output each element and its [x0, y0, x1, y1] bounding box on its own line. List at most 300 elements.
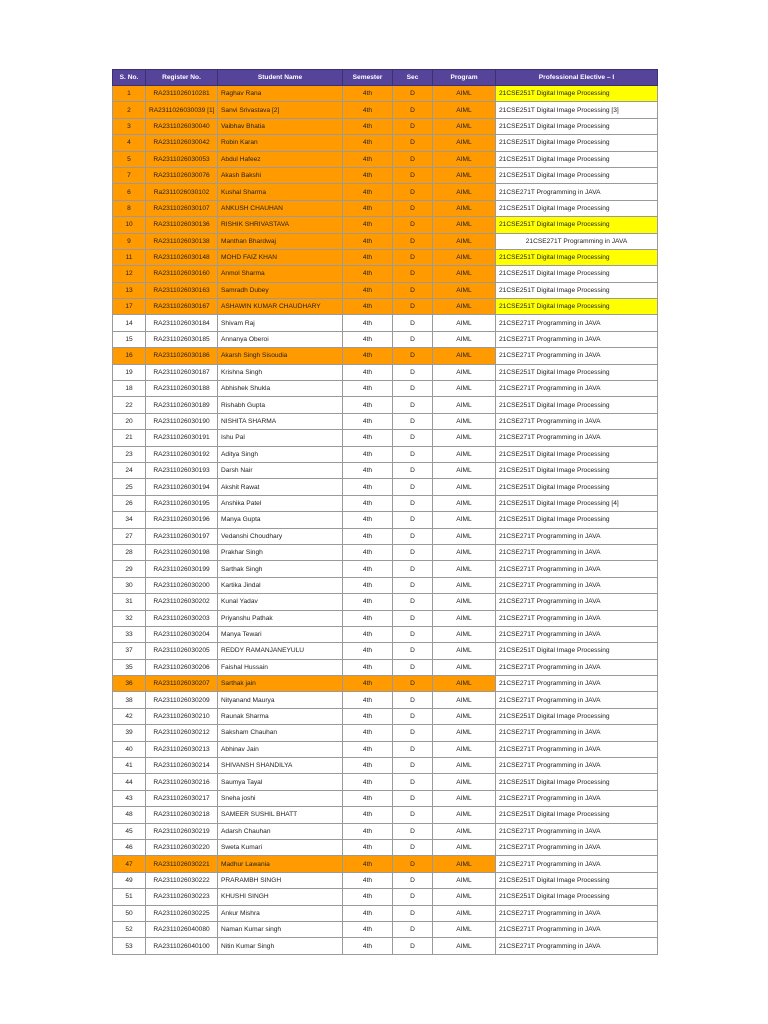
- cell-elective: 21CSE271T Programming in JAVA: [496, 348, 658, 364]
- cell-register-no: RA2311026030190: [146, 413, 218, 429]
- cell-elective: 21CSE271T Programming in JAVA: [496, 938, 658, 954]
- cell-program: AIML: [433, 741, 496, 757]
- cell-semester: 4th: [343, 889, 393, 905]
- table-row: [113, 659, 658, 675]
- cell-semester: 4th: [343, 282, 393, 298]
- cell-program: AIML: [433, 102, 496, 118]
- cell-student-name: PRARAMBH SINGH: [218, 872, 343, 888]
- cell-elective: 21CSE251T Digital Image Processing: [496, 118, 658, 134]
- cell-sno: 16: [113, 348, 146, 364]
- cell-semester: 4th: [343, 397, 393, 413]
- cell-elective: 21CSE271T Programming in JAVA: [496, 413, 658, 429]
- table-row: [113, 921, 658, 937]
- cell-sec: D: [393, 594, 433, 610]
- cell-elective: 21CSE271T Programming in JAVA: [496, 676, 658, 692]
- cell-elective: 21CSE271T Programming in JAVA: [496, 790, 658, 806]
- cell-sec: D: [393, 872, 433, 888]
- cell-student-name: Akarsh Singh Sisoudia: [218, 348, 343, 364]
- cell-student-name: Aditya Singh: [218, 446, 343, 462]
- cell-program: AIML: [433, 233, 496, 249]
- cell-elective: 21CSE251T Digital Image Processing: [496, 86, 658, 102]
- cell-student-name: Sanvi Srivastava [2]: [218, 102, 343, 118]
- cell-sec: D: [393, 921, 433, 937]
- cell-sec: D: [393, 299, 433, 315]
- cell-student-name: Saksham Chauhan: [218, 725, 343, 741]
- cell-semester: 4th: [343, 184, 393, 200]
- table-row: [113, 561, 658, 577]
- cell-semester: 4th: [343, 790, 393, 806]
- cell-register-no: RA2311026040080: [146, 921, 218, 937]
- table-row: [113, 823, 658, 839]
- cell-sno: 11: [113, 249, 146, 265]
- cell-student-name: Abhinav Jain: [218, 741, 343, 757]
- cell-sno: 33: [113, 626, 146, 642]
- cell-program: AIML: [433, 299, 496, 315]
- cell-student-name: SAMEER SUSHIL BHATT: [218, 807, 343, 823]
- cell-elective: 21CSE271T Programming in JAVA: [496, 856, 658, 872]
- cell-sno: 44: [113, 774, 146, 790]
- cell-sno: 1: [113, 86, 146, 102]
- table-row: [113, 348, 658, 364]
- cell-elective: 21CSE271T Programming in JAVA: [496, 659, 658, 675]
- cell-register-no: RA2311026030216: [146, 774, 218, 790]
- cell-elective: 21CSE251T Digital Image Processing: [496, 135, 658, 151]
- cell-student-name: Anshika Patel: [218, 495, 343, 511]
- cell-register-no: RA2311026030138: [146, 233, 218, 249]
- cell-student-name: REDDY RAMANJANEYULU: [218, 643, 343, 659]
- table-row: [113, 446, 658, 462]
- cell-sno: 43: [113, 790, 146, 806]
- cell-sno: 41: [113, 758, 146, 774]
- cell-elective: 21CSE271T Programming in JAVA: [496, 315, 658, 331]
- table-row: [113, 151, 658, 167]
- cell-register-no: RA2311026030189: [146, 397, 218, 413]
- cell-sec: D: [393, 118, 433, 134]
- cell-program: AIML: [433, 823, 496, 839]
- cell-sec: D: [393, 938, 433, 954]
- cell-sno: 10: [113, 217, 146, 233]
- cell-register-no: RA2311026030206: [146, 659, 218, 675]
- header-program: Program: [433, 70, 496, 86]
- table-row: [113, 200, 658, 216]
- cell-sno: 28: [113, 544, 146, 560]
- cell-sno: 47: [113, 856, 146, 872]
- cell-student-name: Akshit Rawat: [218, 479, 343, 495]
- table-row: [113, 413, 658, 429]
- header-register-no: Register No.: [146, 70, 218, 86]
- cell-elective: 21CSE251T Digital Image Processing: [496, 217, 658, 233]
- header-semester: Semester: [343, 70, 393, 86]
- cell-register-no: RA2311026030198: [146, 544, 218, 560]
- cell-sec: D: [393, 741, 433, 757]
- table-row: [113, 938, 658, 954]
- cell-sno: 9: [113, 233, 146, 249]
- cell-register-no: RA2311026030167: [146, 299, 218, 315]
- cell-semester: 4th: [343, 233, 393, 249]
- table-row: [113, 184, 658, 200]
- cell-student-name: Shivam Raj: [218, 315, 343, 331]
- header-sno: S. No.: [113, 70, 146, 86]
- table-row: [113, 167, 658, 183]
- cell-sno: 6: [113, 184, 146, 200]
- cell-elective: 21CSE251T Digital Image Processing: [496, 872, 658, 888]
- cell-sec: D: [393, 528, 433, 544]
- cell-sno: 29: [113, 561, 146, 577]
- table-row: [113, 266, 658, 282]
- cell-sno: 21: [113, 430, 146, 446]
- cell-student-name: Vaibhav Bhatia: [218, 118, 343, 134]
- cell-semester: 4th: [343, 266, 393, 282]
- cell-student-name: Anmol Sharma: [218, 266, 343, 282]
- table-row: [113, 610, 658, 626]
- student-elective-table: [112, 69, 658, 955]
- cell-register-no: RA2311026030213: [146, 741, 218, 757]
- cell-student-name: KHUSHI SINGH: [218, 889, 343, 905]
- cell-student-name: Nitin Kumar Singh: [218, 938, 343, 954]
- cell-student-name: Abhishek Shukla: [218, 381, 343, 397]
- cell-student-name: ASHAWIN KUMAR CHAUDHARY: [218, 299, 343, 315]
- table-row: [113, 544, 658, 560]
- table-row: [113, 430, 658, 446]
- table-row: [113, 807, 658, 823]
- cell-student-name: NISHITA SHARMA: [218, 413, 343, 429]
- cell-elective: 21CSE251T Digital Image Processing: [496, 200, 658, 216]
- cell-register-no: RA2311026030199: [146, 561, 218, 577]
- cell-sno: 49: [113, 872, 146, 888]
- cell-sno: 40: [113, 741, 146, 757]
- cell-sec: D: [393, 430, 433, 446]
- cell-student-name: Prakhar Singh: [218, 544, 343, 560]
- table-row: [113, 741, 658, 757]
- cell-student-name: Krishna Singh: [218, 364, 343, 380]
- cell-register-no: RA2311026030194: [146, 479, 218, 495]
- cell-semester: 4th: [343, 610, 393, 626]
- cell-register-no: RA2311026030186: [146, 348, 218, 364]
- cell-register-no: RA2311026030193: [146, 462, 218, 478]
- header-sec: Sec: [393, 70, 433, 86]
- cell-sec: D: [393, 364, 433, 380]
- table-row: [113, 889, 658, 905]
- cell-student-name: Kartika Jindal: [218, 577, 343, 593]
- table-row: [113, 364, 658, 380]
- cell-program: AIML: [433, 151, 496, 167]
- cell-elective: 21CSE271T Programming in JAVA: [496, 528, 658, 544]
- cell-semester: 4th: [343, 708, 393, 724]
- cell-program: AIML: [433, 889, 496, 905]
- cell-semester: 4th: [343, 544, 393, 560]
- cell-semester: 4th: [343, 299, 393, 315]
- table-row: [113, 315, 658, 331]
- cell-register-no: RA2311026030192: [146, 446, 218, 462]
- cell-sno: 23: [113, 446, 146, 462]
- cell-student-name: Kunal Yadav: [218, 594, 343, 610]
- cell-sno: 50: [113, 905, 146, 921]
- cell-program: AIML: [433, 938, 496, 954]
- cell-program: AIML: [433, 659, 496, 675]
- cell-program: AIML: [433, 118, 496, 134]
- cell-sno: 4: [113, 135, 146, 151]
- cell-semester: 4th: [343, 413, 393, 429]
- cell-sno: 39: [113, 725, 146, 741]
- cell-program: AIML: [433, 528, 496, 544]
- cell-elective: 21CSE251T Digital Image Processing: [496, 889, 658, 905]
- cell-semester: 4th: [343, 462, 393, 478]
- cell-register-no: RA2311026030222: [146, 872, 218, 888]
- cell-elective: 21CSE271T Programming in JAVA: [496, 594, 658, 610]
- header-student-name: Student Name: [218, 70, 343, 86]
- table-row: [113, 758, 658, 774]
- table-row: [113, 479, 658, 495]
- cell-program: AIML: [433, 725, 496, 741]
- cell-register-no: RA2311026030196: [146, 512, 218, 528]
- cell-sec: D: [393, 807, 433, 823]
- cell-register-no: RA2311026030223: [146, 889, 218, 905]
- cell-sec: D: [393, 233, 433, 249]
- cell-sec: D: [393, 200, 433, 216]
- cell-sec: D: [393, 249, 433, 265]
- cell-elective: 21CSE271T Programming in JAVA: [496, 233, 658, 249]
- cell-semester: 4th: [343, 758, 393, 774]
- cell-elective: 21CSE251T Digital Image Processing: [496, 462, 658, 478]
- cell-sec: D: [393, 217, 433, 233]
- cell-sno: 24: [113, 462, 146, 478]
- cell-register-no: RA2311026030188: [146, 381, 218, 397]
- cell-sno: 3: [113, 118, 146, 134]
- cell-sec: D: [393, 397, 433, 413]
- cell-semester: 4th: [343, 86, 393, 102]
- cell-elective: 21CSE251T Digital Image Processing: [496, 512, 658, 528]
- cell-register-no: RA2311026030107: [146, 200, 218, 216]
- cell-program: AIML: [433, 643, 496, 659]
- cell-program: AIML: [433, 167, 496, 183]
- table-row: [113, 299, 658, 315]
- cell-elective: 21CSE271T Programming in JAVA: [496, 725, 658, 741]
- table-row: [113, 462, 658, 478]
- cell-student-name: Annanya Oberoi: [218, 331, 343, 347]
- cell-program: AIML: [433, 676, 496, 692]
- cell-register-no: RA2311026030187: [146, 364, 218, 380]
- cell-elective: 21CSE251T Digital Image Processing: [496, 708, 658, 724]
- cell-program: AIML: [433, 413, 496, 429]
- header-professional-elective: Professional Elective – I: [496, 70, 658, 86]
- cell-program: AIML: [433, 839, 496, 855]
- cell-program: AIML: [433, 610, 496, 626]
- cell-semester: 4th: [343, 594, 393, 610]
- cell-elective: 21CSE251T Digital Image Processing: [496, 364, 658, 380]
- cell-sec: D: [393, 331, 433, 347]
- table-row: [113, 905, 658, 921]
- cell-semester: 4th: [343, 315, 393, 331]
- cell-register-no: RA2311026030202: [146, 594, 218, 610]
- cell-semester: 4th: [343, 102, 393, 118]
- cell-student-name: Akash Bakshi: [218, 167, 343, 183]
- cell-program: AIML: [433, 626, 496, 642]
- cell-register-no: RA2311026030039 [1]: [146, 102, 218, 118]
- cell-student-name: Naman Kumar singh: [218, 921, 343, 937]
- cell-semester: 4th: [343, 692, 393, 708]
- cell-sec: D: [393, 495, 433, 511]
- table-row: [113, 577, 658, 593]
- cell-sec: D: [393, 839, 433, 855]
- cell-program: AIML: [433, 135, 496, 151]
- cell-program: AIML: [433, 921, 496, 937]
- cell-semester: 4th: [343, 659, 393, 675]
- cell-elective: 21CSE271T Programming in JAVA: [496, 561, 658, 577]
- cell-student-name: Adarsh Chauhan: [218, 823, 343, 839]
- cell-program: AIML: [433, 430, 496, 446]
- cell-program: AIML: [433, 708, 496, 724]
- cell-sec: D: [393, 102, 433, 118]
- cell-sno: 45: [113, 823, 146, 839]
- cell-semester: 4th: [343, 807, 393, 823]
- cell-program: AIML: [433, 249, 496, 265]
- cell-sec: D: [393, 348, 433, 364]
- cell-program: AIML: [433, 577, 496, 593]
- cell-elective: 21CSE251T Digital Image Processing: [496, 151, 658, 167]
- cell-elective: 21CSE251T Digital Image Processing: [496, 282, 658, 298]
- cell-elective: 21CSE251T Digital Image Processing: [496, 397, 658, 413]
- cell-student-name: Ankur Mishra: [218, 905, 343, 921]
- cell-elective: 21CSE271T Programming in JAVA: [496, 331, 658, 347]
- table-row: [113, 790, 658, 806]
- cell-semester: 4th: [343, 249, 393, 265]
- table-row: [113, 774, 658, 790]
- cell-student-name: Robin Karan: [218, 135, 343, 151]
- cell-program: AIML: [433, 282, 496, 298]
- cell-sno: 15: [113, 331, 146, 347]
- table-row: [113, 381, 658, 397]
- cell-program: AIML: [433, 462, 496, 478]
- cell-semester: 4th: [343, 872, 393, 888]
- cell-program: AIML: [433, 807, 496, 823]
- cell-elective: 21CSE251T Digital Image Processing: [496, 774, 658, 790]
- cell-sec: D: [393, 905, 433, 921]
- cell-elective: 21CSE251T Digital Image Processing [4]: [496, 495, 658, 511]
- cell-semester: 4th: [343, 217, 393, 233]
- cell-register-no: RA2311026030200: [146, 577, 218, 593]
- cell-register-no: RA2311026030205: [146, 643, 218, 659]
- cell-sec: D: [393, 758, 433, 774]
- cell-register-no: RA2311026030197: [146, 528, 218, 544]
- cell-sec: D: [393, 708, 433, 724]
- cell-sec: D: [393, 692, 433, 708]
- cell-register-no: RA2311026030160: [146, 266, 218, 282]
- table-row: [113, 676, 658, 692]
- cell-sno: 17: [113, 299, 146, 315]
- cell-student-name: Sweta Kumari: [218, 839, 343, 855]
- cell-elective: 21CSE271T Programming in JAVA: [496, 692, 658, 708]
- cell-elective: 21CSE271T Programming in JAVA: [496, 430, 658, 446]
- cell-program: AIML: [433, 479, 496, 495]
- table-row: [113, 249, 658, 265]
- cell-sec: D: [393, 676, 433, 692]
- cell-sno: 22: [113, 397, 146, 413]
- cell-elective: 21CSE251T Digital Image Processing: [496, 249, 658, 265]
- table-row: [113, 102, 658, 118]
- cell-sno: 38: [113, 692, 146, 708]
- cell-sno: 31: [113, 594, 146, 610]
- cell-register-no: RA2311026030209: [146, 692, 218, 708]
- cell-sno: 37: [113, 643, 146, 659]
- cell-sno: 35: [113, 659, 146, 675]
- cell-sec: D: [393, 577, 433, 593]
- cell-register-no: RA2311026030184: [146, 315, 218, 331]
- cell-student-name: Darsh Nair: [218, 462, 343, 478]
- cell-sno: 18: [113, 381, 146, 397]
- table-row: [113, 643, 658, 659]
- cell-register-no: RA2311026030220: [146, 839, 218, 855]
- cell-sec: D: [393, 282, 433, 298]
- cell-sno: 19: [113, 364, 146, 380]
- table-row: [113, 233, 658, 249]
- cell-semester: 4th: [343, 577, 393, 593]
- cell-register-no: RA2311026030210: [146, 708, 218, 724]
- cell-program: AIML: [433, 184, 496, 200]
- table-row: [113, 708, 658, 724]
- cell-student-name: Ishu Pal: [218, 430, 343, 446]
- cell-student-name: Nityanand Maurya: [218, 692, 343, 708]
- cell-register-no: RA2311026030218: [146, 807, 218, 823]
- cell-program: AIML: [433, 856, 496, 872]
- table-row: [113, 626, 658, 642]
- cell-sno: 7: [113, 167, 146, 183]
- cell-register-no: RA2311026030203: [146, 610, 218, 626]
- cell-program: AIML: [433, 381, 496, 397]
- cell-student-name: MOHD FAIZ KHAN: [218, 249, 343, 265]
- cell-sec: D: [393, 659, 433, 675]
- table-row: [113, 512, 658, 528]
- cell-register-no: RA2311026030204: [146, 626, 218, 642]
- cell-semester: 4th: [343, 364, 393, 380]
- cell-program: AIML: [433, 348, 496, 364]
- cell-elective: 21CSE251T Digital Image Processing: [496, 807, 658, 823]
- cell-sec: D: [393, 643, 433, 659]
- cell-elective: 21CSE271T Programming in JAVA: [496, 758, 658, 774]
- cell-sno: 26: [113, 495, 146, 511]
- cell-semester: 4th: [343, 200, 393, 216]
- cell-register-no: RA2311026030225: [146, 905, 218, 921]
- cell-semester: 4th: [343, 823, 393, 839]
- cell-elective: 21CSE271T Programming in JAVA: [496, 626, 658, 642]
- cell-sno: 48: [113, 807, 146, 823]
- cell-student-name: Madhur Lawania: [218, 856, 343, 872]
- table-row: [113, 135, 658, 151]
- cell-register-no: RA2311026030042: [146, 135, 218, 151]
- cell-student-name: Saumya Tayal: [218, 774, 343, 790]
- cell-student-name: Sneha joshi: [218, 790, 343, 806]
- cell-semester: 4th: [343, 561, 393, 577]
- cell-student-name: ANKUSH CHAUHAN: [218, 200, 343, 216]
- cell-student-name: Raghav Rana: [218, 86, 343, 102]
- cell-semester: 4th: [343, 479, 393, 495]
- cell-register-no: RA2311026030163: [146, 282, 218, 298]
- cell-semester: 4th: [343, 676, 393, 692]
- cell-sno: 25: [113, 479, 146, 495]
- table-row: [113, 594, 658, 610]
- cell-elective: 21CSE271T Programming in JAVA: [496, 905, 658, 921]
- cell-elective: 21CSE271T Programming in JAVA: [496, 577, 658, 593]
- cell-elective: 21CSE271T Programming in JAVA: [496, 823, 658, 839]
- cell-register-no: RA2311026030076: [146, 167, 218, 183]
- cell-sec: D: [393, 610, 433, 626]
- cell-sno: 53: [113, 938, 146, 954]
- cell-register-no: RA2311026030219: [146, 823, 218, 839]
- cell-program: AIML: [433, 331, 496, 347]
- cell-register-no: RA2311026030217: [146, 790, 218, 806]
- table-row: [113, 528, 658, 544]
- cell-sec: D: [393, 790, 433, 806]
- cell-semester: 4th: [343, 331, 393, 347]
